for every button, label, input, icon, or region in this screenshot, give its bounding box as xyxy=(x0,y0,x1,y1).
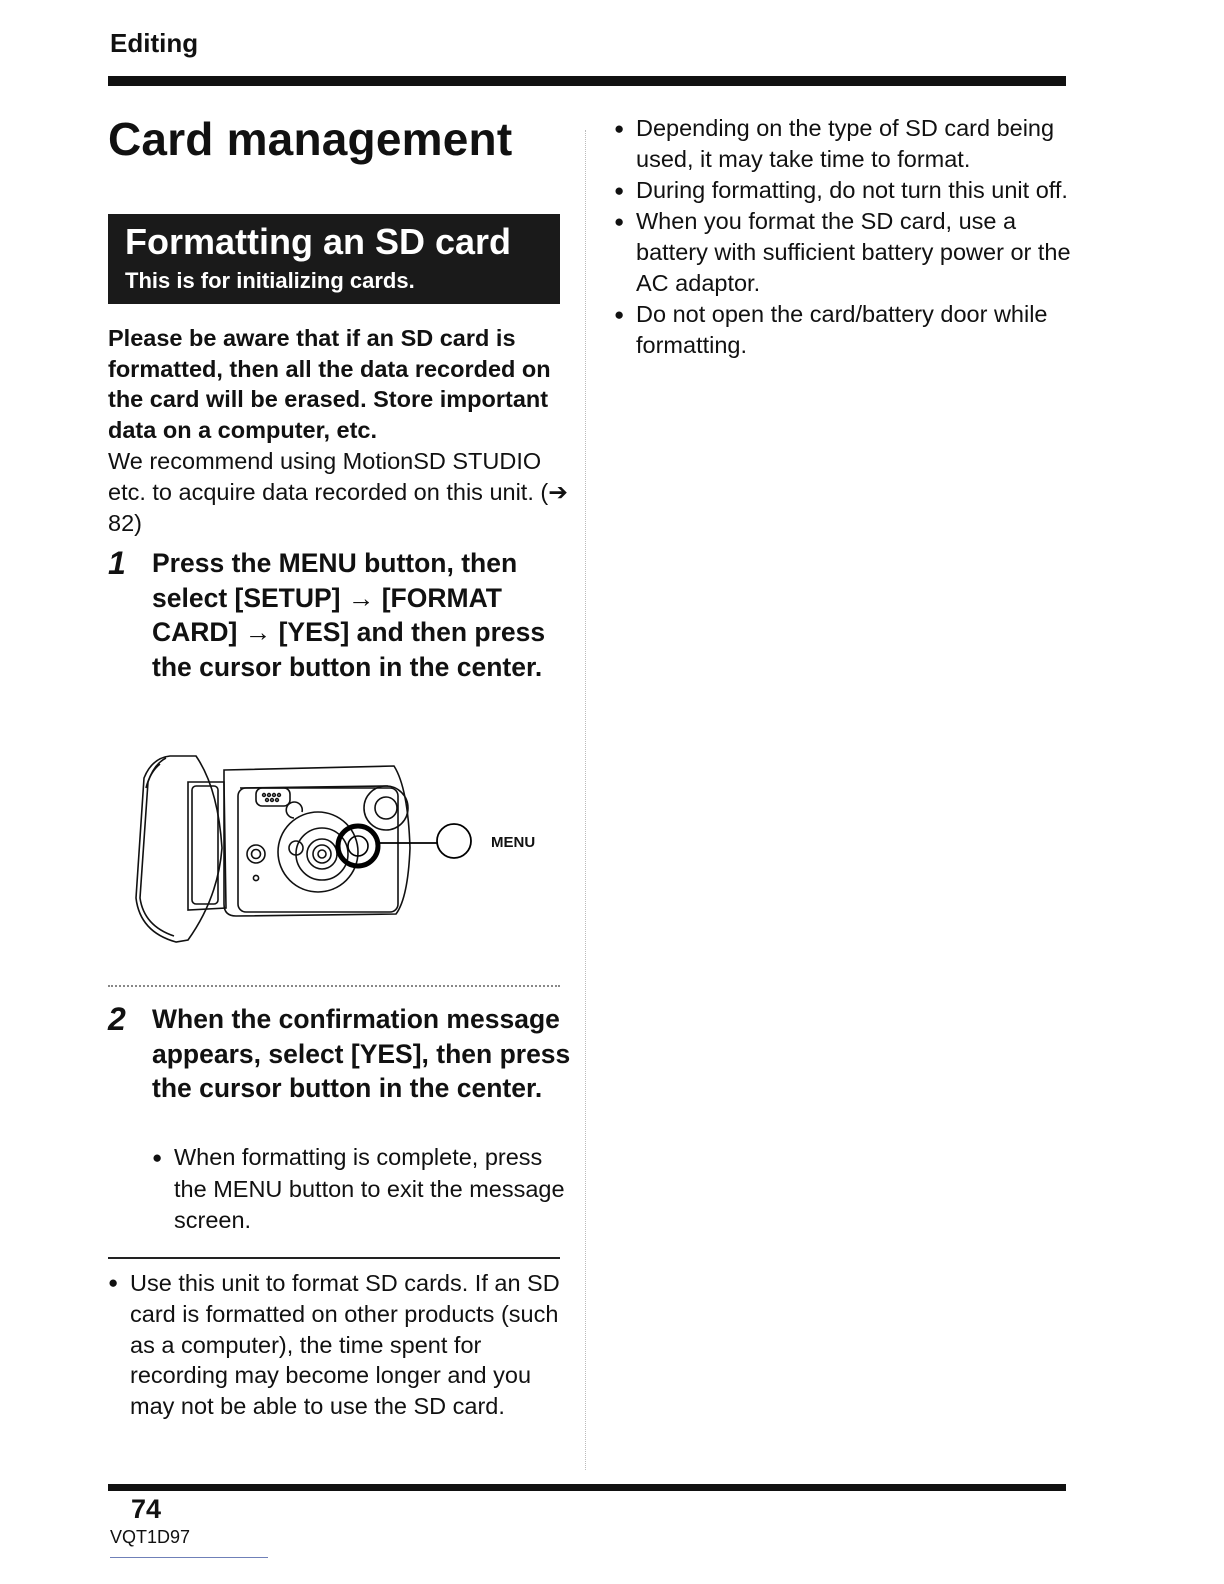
page-number: 74 xyxy=(131,1494,162,1524)
right-notes xyxy=(614,113,1074,361)
list-item: ● Do not open the card/battery door while formatting. xyxy=(614,299,1074,361)
step-2 xyxy=(108,1002,578,1142)
top-rule xyxy=(108,76,1066,86)
list-item: ● Use this unit to format SD cards. If an SD card is formatted on other products (such as a computer), the time spent for recording may become longer and you may not be able to use the SD card. xyxy=(108,1268,568,1422)
banner-title: Formatting an SD card xyxy=(125,221,512,262)
camera-illustration xyxy=(126,748,556,948)
warning-text: Please be aware that if an SD card is formatted, then all the data recorded on the card will be erased. Store important data on a computer, etc. xyxy=(108,325,551,443)
step-2-notes xyxy=(152,1142,572,1237)
note-divider xyxy=(108,1257,560,1259)
step-1 xyxy=(108,546,578,721)
figure-divider xyxy=(108,985,560,987)
recommendation-text: We recommend using MotionSD STUDIO etc. to acquire data recorded on this unit. (➔ 82) xyxy=(108,448,568,536)
column-divider xyxy=(585,130,586,1470)
banner-subtitle: This is for initializing cards. xyxy=(125,268,415,293)
step-text: When the confirmation message appears, select [YES], then press the cursor button in the center. xyxy=(152,1004,571,1103)
section-label: Editing xyxy=(110,28,199,58)
document-code: VQT1D97 xyxy=(110,1527,191,1547)
section-banner xyxy=(108,214,560,304)
list-item: ● When you format the SD card, use a battery with sufficient battery power or the AC adaptor. xyxy=(614,206,1074,299)
code-underline xyxy=(110,1557,268,1558)
camera-drawing xyxy=(126,748,556,948)
bottom-rule xyxy=(108,1484,1066,1491)
step-number: 1 xyxy=(108,545,126,581)
list-item: ● When formatting is complete, press the MENU button to exit the message screen. xyxy=(152,1142,572,1237)
left-notes xyxy=(108,1268,568,1422)
list-item: ● During formatting, do not turn this unit off. xyxy=(614,175,1074,206)
step-text: Press the MENU button, then select [SETUP] → [FORMAT CARD] → [YES] and then press the cursor button in the center. xyxy=(152,548,546,682)
menu-callout-label: MENU xyxy=(491,834,536,851)
step-number: 2 xyxy=(108,1001,126,1037)
list-item: ● Depending on the type of SD card being used, it may take time to format. xyxy=(614,113,1074,175)
page-title: Card management xyxy=(108,113,513,165)
